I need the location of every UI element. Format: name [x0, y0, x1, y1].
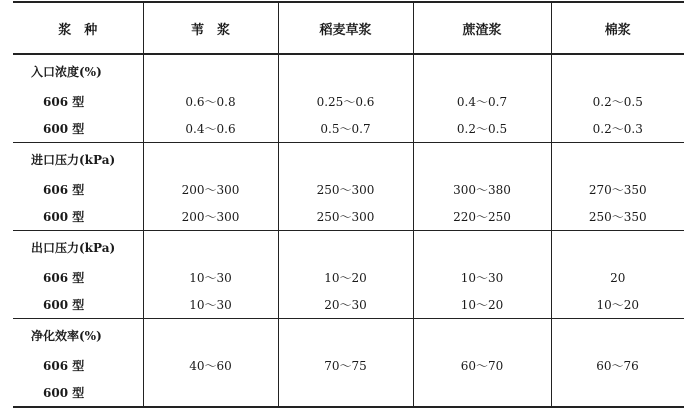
- table-cell: 0.5～0.7: [278, 115, 413, 143]
- header-col-bagasse-pulp: 蔗渣浆: [413, 2, 551, 54]
- table-cell: 0.6～0.8: [143, 88, 278, 115]
- table-cell: 10～20: [413, 291, 551, 319]
- group-title-inlet-pressure: 进口压力(kPa): [13, 143, 143, 177]
- group-title-row: [13, 143, 684, 177]
- group-title-row: [13, 319, 684, 353]
- table-cell: 0.2～0.5: [413, 115, 551, 143]
- table-row: [13, 291, 684, 319]
- table-cell: 300～380: [413, 176, 551, 203]
- group-title-purification-efficiency: 净化效率(%): [13, 319, 143, 353]
- table-cell: 10～20: [551, 291, 684, 319]
- group-title-inlet-consistency: 入口浓度(%): [13, 54, 143, 88]
- row-label: 600 型: [13, 115, 143, 143]
- table-cell: 0.4～0.7: [413, 88, 551, 115]
- table-cell: 200～300: [143, 203, 278, 231]
- table-row: [13, 88, 684, 115]
- table-cell: 10～20: [278, 264, 413, 291]
- slurry-parameter-table-container: [13, 1, 684, 412]
- table-row: [13, 264, 684, 291]
- table-cell: 200～300: [143, 176, 278, 203]
- row-label: 606 型: [13, 352, 143, 379]
- table-cell: 60～76: [596, 359, 639, 373]
- table-cell: 270～350: [588, 183, 647, 197]
- table-cell: 40～60: [189, 359, 232, 373]
- table-cell: 0.2～0.5: [592, 95, 643, 109]
- slurry-parameter-table: [13, 1, 684, 408]
- row-label: 600 型: [13, 379, 143, 407]
- group-title-row: [13, 231, 684, 265]
- row-label: 606 型: [13, 88, 143, 115]
- header-row-label: 浆 种: [13, 2, 143, 54]
- table-cell: 250～300: [278, 176, 413, 203]
- header-col-cotton-pulp: 棉浆: [551, 2, 684, 54]
- row-label: 606 型: [13, 264, 143, 291]
- table-cell: 10～30: [143, 291, 278, 319]
- table-cell: 220～250: [413, 203, 551, 231]
- purification-efficiency-values: [143, 353, 684, 379]
- header-col-straw-pulp: 稻麦草浆: [278, 2, 413, 54]
- row-label: 600 型: [13, 203, 143, 231]
- table-row: [13, 115, 684, 143]
- header-col-reed-pulp: 苇 浆: [143, 2, 278, 54]
- table-cell: 60～70: [460, 359, 504, 373]
- table-header-row: [13, 2, 684, 54]
- table-row: [13, 176, 684, 203]
- table-cell: 20～30: [278, 291, 413, 319]
- table-cell: 10～30: [143, 264, 278, 291]
- table-cell: 250～350: [551, 203, 684, 231]
- table-row: [13, 379, 684, 407]
- row-label: 600 型: [13, 291, 143, 319]
- table-cell: 70～75: [324, 359, 367, 373]
- table-cell: 0.2～0.3: [551, 115, 684, 143]
- group-title-outlet-pressure: 出口压力(kPa): [13, 231, 143, 265]
- table-cell: 0.4～0.6: [143, 115, 278, 143]
- table-row: [13, 203, 684, 231]
- table-cell: 0.25～0.6: [278, 88, 413, 115]
- table-cell: 20: [610, 270, 626, 285]
- group-title-row: [13, 54, 684, 88]
- row-label: 606 型: [13, 176, 143, 203]
- table-cell: 250～300: [278, 203, 413, 231]
- table-cell: 10～30: [413, 264, 551, 291]
